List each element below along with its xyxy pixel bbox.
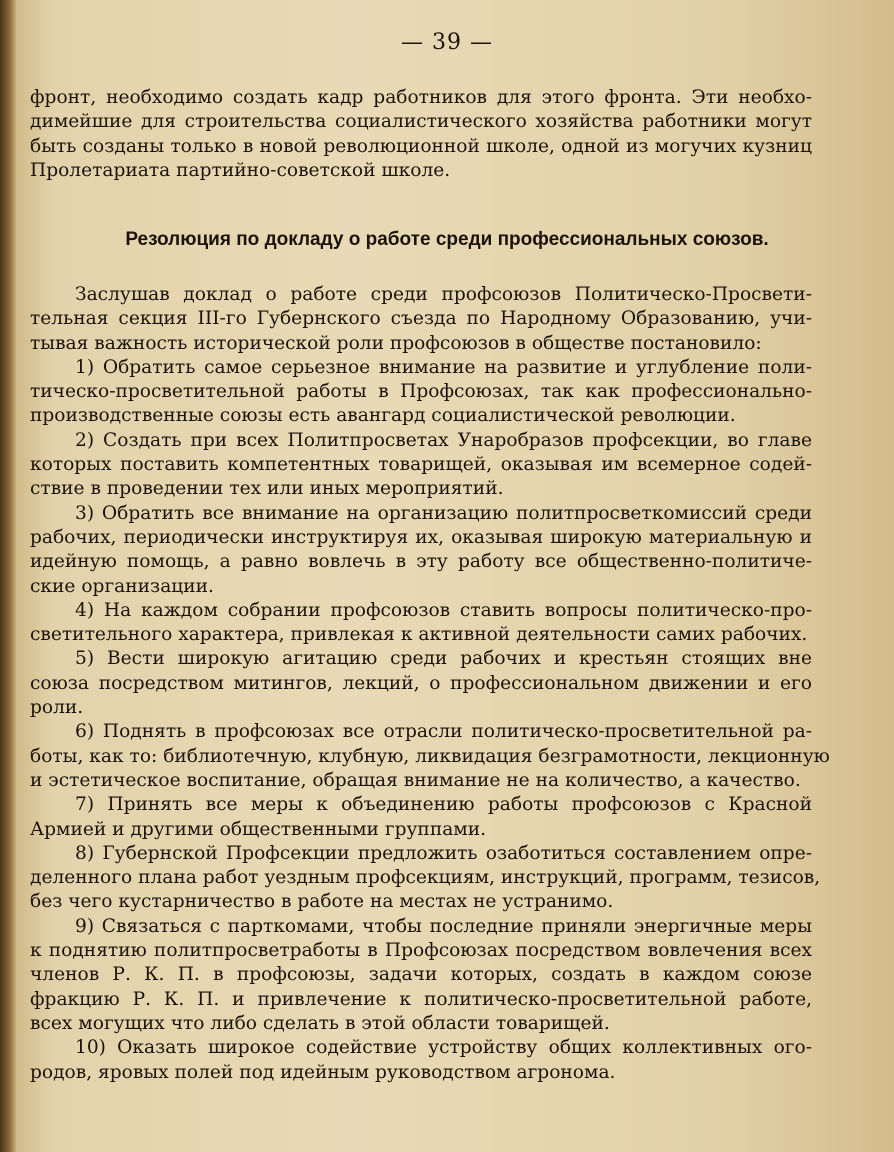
text-line: Пролетариата партийно-советской школе. — [30, 159, 451, 181]
text-line: союза посредством митингов, лекций, о профессиональном движении и его — [30, 672, 812, 694]
text-line: и эстетическое воспитание, обращая внимание не на количество, а качество. — [30, 769, 801, 791]
text-line: ствие в проведении тех или иных мероприятий. — [30, 478, 504, 500]
resolution-body — [30, 283, 830, 1085]
text-line: быть созданы только в новой революционной школе, одной из могучих кузниц — [30, 135, 812, 157]
text-line: светительного характера, привлекая к активной деятельности самих рабочих. — [30, 624, 808, 646]
text-line: фронт, необходимо создать кадр работников для этого фронта. Эти необхо- — [30, 87, 812, 108]
text-line: идейную помощь, а равно вовлечь в эту работу все общественно-политиче- — [30, 551, 812, 573]
text-line: Заслушав доклад о работе среди профсоюзов Политическо-Просвети- — [75, 284, 812, 305]
text-line: родов, яровых полей под идейным руководством агронома. — [30, 1061, 616, 1083]
page-number: — 39 — — [401, 30, 493, 55]
text-line: 3) Обратить все внимание на организацию политпросветкомиссий среди — [75, 502, 812, 524]
text-line: 9) Связаться с парткомами, чтобы последние приняли энергичные меры — [75, 915, 812, 937]
book-spine — [0, 0, 16, 1152]
text-line: Армией и другими общественными группами. — [30, 818, 487, 840]
text-line: 6) Поднять в профсоюзах все отрасли политическо-просветительной ра- — [75, 721, 812, 743]
text-line: тическо-просветительной работы в Профсоюзах, так как профессионально- — [30, 381, 812, 403]
text-line: деленного плана работ уездным профсекциям, инструкций, программ, тезисов, — [30, 867, 821, 889]
text-line: без чего кустарничество в работе на местах не устранимо. — [30, 891, 614, 913]
text-line: тывая важность исторической роли профсоюзов в обществе постановило: — [30, 332, 762, 354]
text-line: 5) Вести широкую агитацию среди рабочих и крестьян стоящих вне — [75, 648, 812, 670]
text-line: 4) На каждом собрании профсоюзов ставить вопросы политическо-про- — [75, 599, 812, 621]
text-line: димейшие для строительства социалистического хозяйства работники могут — [30, 111, 812, 133]
text-line: ские организации. — [30, 575, 214, 597]
text-line: 10) Оказать широкое содействие устройству общих коллективных ого- — [75, 1037, 812, 1059]
text-line: к поднятию политпросветработы в Профсоюзах посредством вовлечения всех — [30, 940, 812, 962]
text-line: 1) Обратить самое серьезное внимание на развитие и углубление поли- — [75, 356, 812, 378]
text-line: рабочих, периодически инструктируя их, оказывая широкую материальную и — [30, 526, 812, 548]
text-line: 2) Создать при всех Политпросветах Унаробразов профсекции, во главе — [75, 429, 812, 451]
text-line: боты, как то: библиотечную, клубную, ликвидация безграмотности, лекционную — [30, 745, 830, 767]
text-line: роли. — [30, 697, 84, 719]
text-line: производственные союзы есть авангард социалистической революции. — [30, 405, 736, 427]
text-line: фракцию Р. К. П. и привлечение к политическо-просветительной работе, — [30, 988, 812, 1010]
text-line: 7) Принять все меры к объединению работы профсоюзов с Красной — [75, 794, 812, 816]
text-line: тельная секция III-го Губернского съезда по Народному Образованию, учи- — [30, 308, 812, 330]
intro-paragraph — [30, 86, 812, 183]
section-heading: Резолюция по докладу о работе среди профессиональных союзов. — [125, 229, 769, 250]
text-line: 8) Губернской Профсекции предложить озаботиться составлением опре- — [75, 842, 812, 864]
text-line: членов Р. К. П. в профсоюзы, задачи которых, создать в каждом союзе — [30, 964, 812, 986]
text-line: которых поставить компетентных товарищей, оказывая им всемерное содей- — [30, 454, 812, 476]
text-line: всех могущих что либо сделать в этой области товарищей. — [30, 1012, 610, 1034]
